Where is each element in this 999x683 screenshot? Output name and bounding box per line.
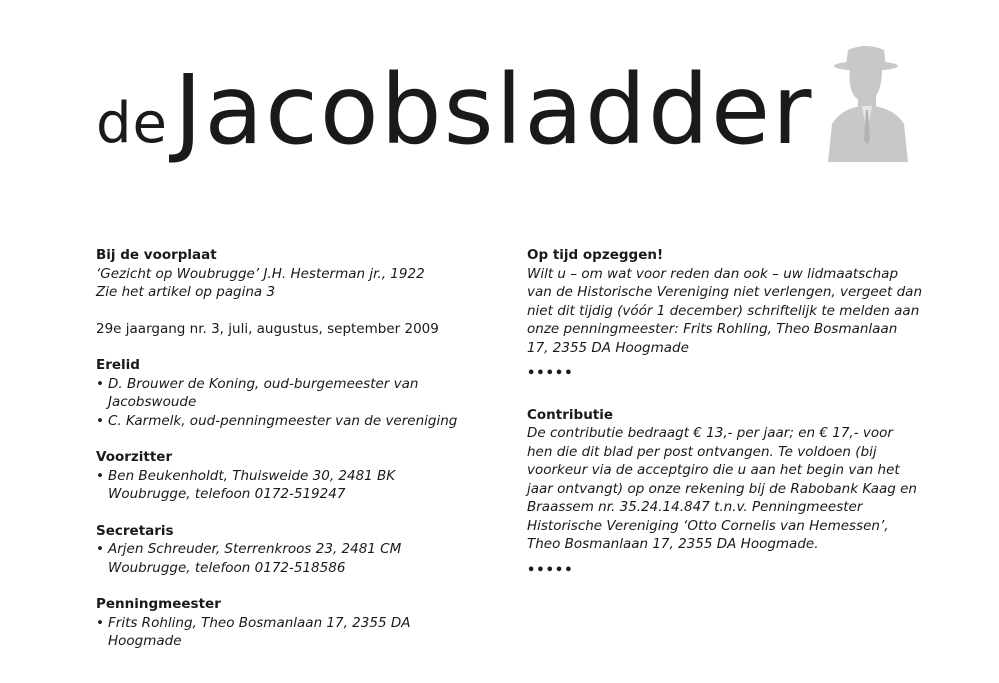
separator: ••••• [527,366,574,381]
issue-line: 29e jaargang nr. 3, juli, augustus, september 2009 [96,320,439,337]
list-item: • Ben Beukenholdt, Thuisweide 30, 2481 BK Woubrugge, telefoon 0172-519247 [96,467,476,504]
opzeggen-text: Wilt u – om wat voor reden dan ook – uw lidmaatschap van de Historische Vereniging niet verlengen, vergeet dan niet dit tijdig (vóór 1 december) schriftelijk te melden aan onze penningmeester: Frits Rohling, Theo Bosmanlaan 17, 2355 DA Hoogmade [527,265,923,356]
masthead-prefix: de [96,91,168,156]
voorzitter-heading: Voorzitter [96,449,173,465]
erelid-section [96,356,476,430]
secretaris-heading: Secretaris [96,522,174,539]
opzeggen-section [527,246,922,357]
contributie-heading: Contributie [527,406,614,423]
voorzitter-section [96,448,476,504]
secretaris-section [96,522,476,578]
opzeggen-heading: Op tijd opzeggen! [527,247,664,263]
list-item: • Arjen Schreuder, Sterrenkroos 23, 2481 CM Woubrugge, telefoon 0172-518586 [96,540,476,577]
list-item: • Frits Rohling, Theo Bosmanlaan 17, 2355 DA Hoogmade [96,614,476,651]
list-item: • D. Brouwer de Koning, oud-burgemeester van Jacobswoude [96,375,476,412]
erelid-heading: Erelid [96,357,140,373]
contributie-text: De contributie bedraagt € 13,- per jaar; en € 17,- voor hen die dit blad per post ontvangen. Te voldoen (bij voorkeur via de acceptgiro die u aan het begin van het jaar ontvangt) op onze rekening bij de Rabobank Kaag en Braassem nr. 35.24.14.847 t.n.v. Penningmeester Historische Vereniging ‘Otto Cornelis van Hemessen’, Theo Bosmanlaan 17, 2355 DA Hoogmade. [527,425,917,552]
contributie-section [527,406,922,554]
masthead [96,54,916,168]
list-item: • C. Karmelk, oud-penningmeester van de vereniging [96,412,476,431]
cover-heading: Bij de voorplaat [96,247,217,263]
cover-section [96,246,476,302]
penningmeester-list [96,614,476,651]
separator: ••••• [527,562,574,578]
secretaris-list [96,540,476,577]
penningmeester-section [96,595,476,651]
erelid-list [96,375,476,431]
left-column [96,246,476,669]
cover-line-2: Zie het artikel op pagina 3 [96,284,276,300]
man-with-hat-silhouette-icon [822,44,914,162]
masthead-title: Jacobsladder [174,54,814,166]
voorzitter-list [96,467,476,504]
right-column [527,246,922,602]
cover-line-1: ‘Gezicht op Woubrugge’ J.H. Hesterman jr., 1922 [96,265,425,282]
penningmeester-heading: Penningmeester [96,596,221,612]
